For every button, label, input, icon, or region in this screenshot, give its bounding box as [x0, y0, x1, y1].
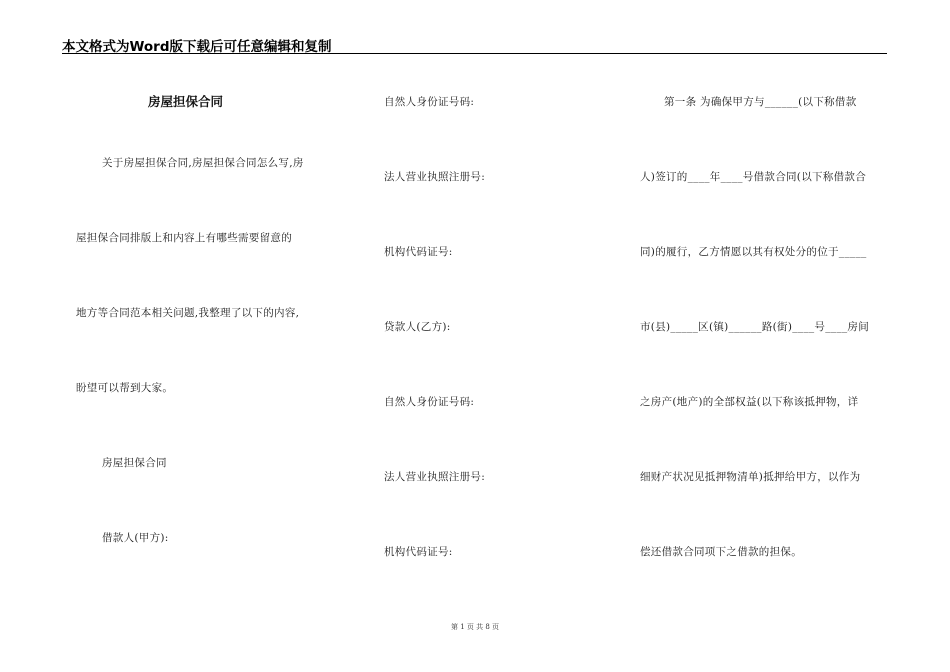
col2-line-2: 法人营业执照注册号:	[384, 171, 486, 183]
col3-line-4: 市(县)_____区(镇)______路(街)____号____房间	[640, 321, 870, 333]
col2-line-4: 贷款人(乙方):	[384, 321, 451, 333]
col1-line-5: 房屋担保合同	[102, 457, 167, 469]
col3-line-2: 人)签订的____年____号借款合同(以下称借款合	[640, 171, 866, 183]
col2-line-3: 机构代码证号:	[384, 246, 453, 258]
col3-line-6: 细财产状况见抵押物清单)抵押给甲方，以作为	[640, 471, 861, 483]
header-rule	[62, 53, 887, 54]
col1-line-3: 地方等合同范本相关问题,我整理了以下的内容,	[76, 307, 300, 319]
col2-line-5: 自然人身份证号码:	[384, 396, 475, 408]
col1-line-4: 盼望可以帮到大家。	[76, 382, 174, 394]
col3-line-1: 第一条 为确保甲方与______(以下称借款	[664, 96, 857, 108]
col3-line-3: 同)的履行，乙方情愿以其有权处分的位于_____	[640, 246, 867, 258]
col2-line-1: 自然人身份证号码:	[384, 96, 475, 108]
col3-line-7: 偿还借款合同项下之借款的担保。	[640, 546, 802, 558]
document-header: 本文格式为Word版下载后可任意编辑和复制	[62, 39, 332, 55]
page-number: 第 1 页 共 8 页	[450, 623, 500, 631]
col2-line-6: 法人营业执照注册号:	[384, 471, 486, 483]
col3-line-5: 之房产(地产)的全部权益(以下称该抵押物，详	[640, 396, 859, 408]
document-title: 房屋担保合同	[148, 94, 224, 109]
col1-line-2: 屋担保合同排版上和内容上有哪些需要留意的	[76, 232, 292, 244]
col1-line-1: 关于房屋担保合同,房屋担保合同怎么写,房	[102, 157, 304, 169]
col1-line-6: 借款人(甲方):	[102, 532, 169, 544]
col2-line-7: 机构代码证号:	[384, 546, 453, 558]
